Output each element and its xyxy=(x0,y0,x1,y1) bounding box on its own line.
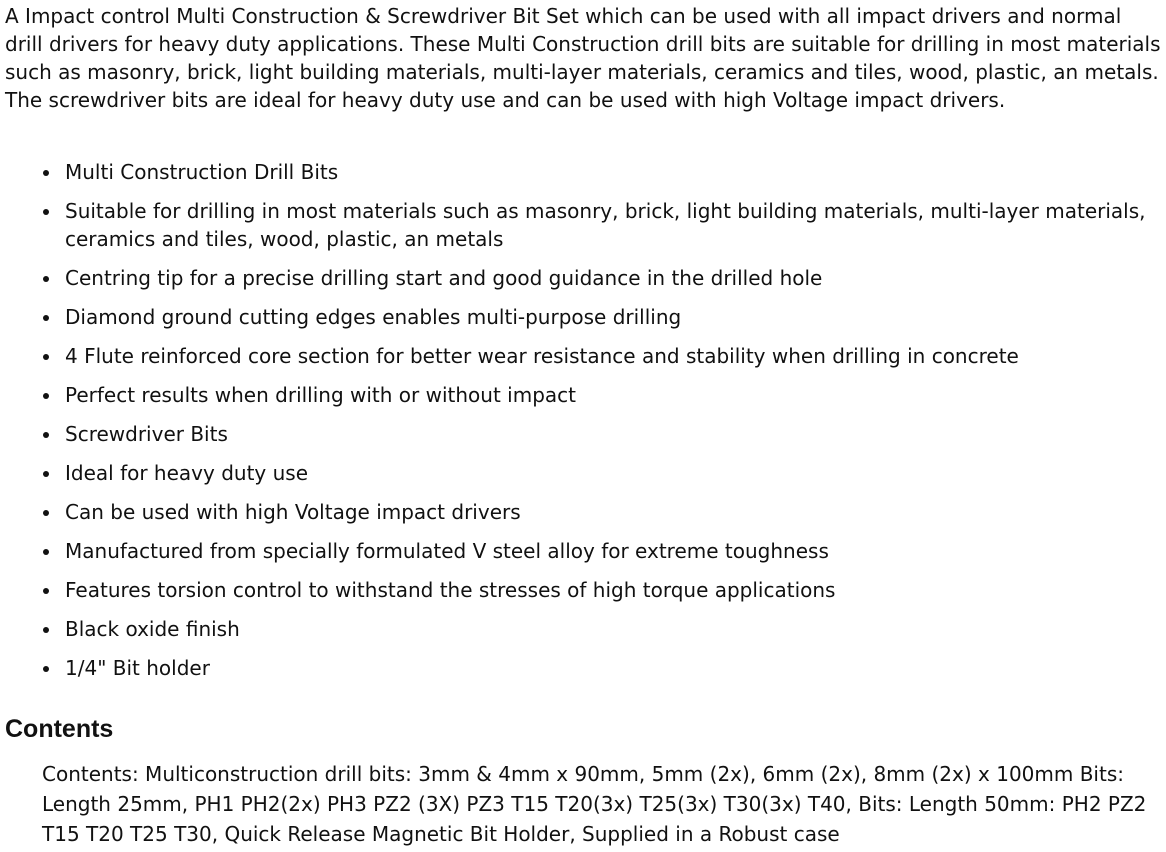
feature-item: Multi Construction Drill Bits xyxy=(65,158,1160,186)
feature-item: 1/4" Bit holder xyxy=(65,654,1160,682)
contents-text: Contents: Multiconstruction drill bits: 3mm & 4mm x 90mm, 5mm (2x), 6mm (2x), 8mm (2x) x 100mm Bits: Length 25mm, PH1 PH2(2x) PH3 PZ2 (3X) PZ3 T15 T20(3x) T25(3x) T30(3x) T40, Bits: Length 50mm: PH2 PZ2 T15 T20 T25 T30, Quick Release Magnetic Bit Holder, Supplied in a Robust case xyxy=(42,762,1147,846)
feature-item: Screwdriver Bits xyxy=(65,420,1160,448)
feature-item: Black oxide finish xyxy=(65,615,1160,643)
feature-item: 4 Flute reinforced core section for better wear resistance and stability when drilling in concrete xyxy=(65,342,1160,370)
feature-item: Diamond ground cutting edges enables multi-purpose drilling xyxy=(65,303,1160,331)
feature-item: Manufactured from specially formulated V steel alloy for extreme toughness xyxy=(65,537,1160,565)
feature-list xyxy=(0,158,1160,693)
feature-item: Centring tip for a precise drilling start and good guidance in the drilled hole xyxy=(65,264,1160,292)
product-intro-paragraph: A Impact control Multi Construction & Screwdriver Bit Set which can be used with all impact drivers and normal drill drivers for heavy duty applications. These Multi Construction drill bits are suitable for drilling in most materials such as masonry, brick, light building materials, multi-layer materials, ceramics and tiles, wood, plastic, an metals. The screwdriver bits are ideal for heavy duty use and can be used with high Voltage impact drivers. xyxy=(5,4,1161,112)
feature-item: Ideal for heavy duty use xyxy=(65,459,1160,487)
feature-item: Suitable for drilling in most materials such as masonry, brick, light building materials, multi-layer materials, ceramics and tiles, wood, plastic, an metals xyxy=(65,197,1160,253)
feature-item: Features torsion control to withstand the stresses of high torque applications xyxy=(65,576,1160,604)
feature-item: Perfect results when drilling with or without impact xyxy=(65,381,1160,409)
contents-heading: Contents xyxy=(5,715,114,743)
feature-item: Can be used with high Voltage impact drivers xyxy=(65,498,1160,526)
